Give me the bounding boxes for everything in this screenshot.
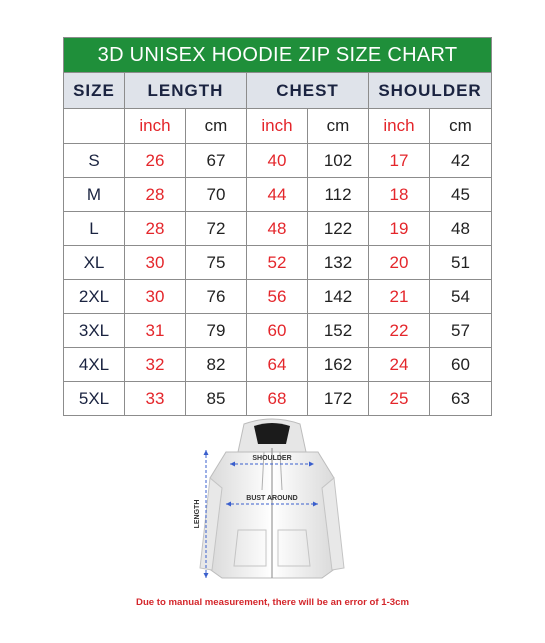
unit-row: [64, 109, 492, 144]
chest-inch-unit: inch: [247, 109, 308, 144]
shoulder-cm-unit: cm: [430, 109, 492, 144]
size-chart-table: [63, 37, 492, 416]
shoulder-inch-cell: 25: [369, 382, 430, 416]
shoulder-cm-cell: 45: [430, 178, 492, 212]
length-inch-cell: 32: [125, 348, 186, 382]
unit-blank: [64, 109, 125, 144]
length-inch-cell: 28: [125, 212, 186, 246]
size-cell: 5XL: [64, 382, 125, 416]
table-row: [64, 246, 492, 280]
hoodie-illustration: [186, 418, 358, 590]
table-row: [64, 212, 492, 246]
length-inch-cell: 31: [125, 314, 186, 348]
length-cm-cell: 85: [186, 382, 247, 416]
shoulder-header: SHOULDER: [369, 73, 492, 109]
size-cell: M: [64, 178, 125, 212]
chest-cm-cell: 122: [308, 212, 369, 246]
chest-cm-cell: 152: [308, 314, 369, 348]
length-inch-unit: inch: [125, 109, 186, 144]
length-diagram-label: LENGTH: [194, 499, 201, 529]
shoulder-cm-cell: 48: [430, 212, 492, 246]
table-row: [64, 314, 492, 348]
shoulder-inch-cell: 24: [369, 348, 430, 382]
header-row: [64, 73, 492, 109]
chest-cm-cell: 132: [308, 246, 369, 280]
chest-inch-cell: 40: [247, 144, 308, 178]
shoulder-inch-cell: 17: [369, 144, 430, 178]
chest-inch-cell: 64: [247, 348, 308, 382]
shoulder-inch-unit: inch: [369, 109, 430, 144]
shoulder-inch-cell: 20: [369, 246, 430, 280]
shoulder-cm-cell: 42: [430, 144, 492, 178]
chest-cm-cell: 112: [308, 178, 369, 212]
chest-inch-cell: 52: [247, 246, 308, 280]
shoulder-inch-cell: 18: [369, 178, 430, 212]
length-inch-cell: 33: [125, 382, 186, 416]
size-rows: [64, 144, 492, 416]
chest-inch-cell: 68: [247, 382, 308, 416]
table-row: [64, 280, 492, 314]
chest-cm-cell: 102: [308, 144, 369, 178]
length-cm-cell: 72: [186, 212, 247, 246]
size-cell: XL: [64, 246, 125, 280]
shoulder-cm-cell: 57: [430, 314, 492, 348]
length-inch-cell: 30: [125, 246, 186, 280]
table-row: [64, 348, 492, 382]
length-cm-cell: 82: [186, 348, 247, 382]
size-cell: 2XL: [64, 280, 125, 314]
chest-inch-cell: 44: [247, 178, 308, 212]
shoulder-diagram-label: SHOULDER: [252, 455, 292, 462]
measurement-note: Due to manual measurement, there will be an error of 1-3cm: [136, 597, 409, 608]
shoulder-inch-cell: 22: [369, 314, 430, 348]
chest-inch-cell: 56: [247, 280, 308, 314]
size-cell: L: [64, 212, 125, 246]
chest-cm-unit: cm: [308, 109, 369, 144]
table-row: [64, 178, 492, 212]
length-inch-cell: 26: [125, 144, 186, 178]
chest-cm-cell: 142: [308, 280, 369, 314]
chest-inch-cell: 60: [247, 314, 308, 348]
table-row: [64, 382, 492, 416]
shoulder-inch-cell: 19: [369, 212, 430, 246]
length-cm-cell: 76: [186, 280, 247, 314]
length-cm-cell: 70: [186, 178, 247, 212]
hoodie-measurement-diagram: [186, 418, 358, 590]
length-cm-cell: 67: [186, 144, 247, 178]
chest-cm-cell: 172: [308, 382, 369, 416]
length-cm-unit: cm: [186, 109, 247, 144]
length-header: LENGTH: [125, 73, 247, 109]
chart-title: 3D UNISEX HOODIE ZIP SIZE CHART: [64, 38, 492, 73]
title-row: [64, 38, 492, 73]
size-header: SIZE: [64, 73, 125, 109]
table-row: [64, 144, 492, 178]
size-cell: S: [64, 144, 125, 178]
length-inch-cell: 30: [125, 280, 186, 314]
chest-header: CHEST: [247, 73, 369, 109]
shoulder-cm-cell: 54: [430, 280, 492, 314]
chest-inch-cell: 48: [247, 212, 308, 246]
size-cell: 3XL: [64, 314, 125, 348]
shoulder-cm-cell: 63: [430, 382, 492, 416]
bust-diagram-label: BUST AROUND: [246, 495, 298, 502]
length-cm-cell: 79: [186, 314, 247, 348]
length-inch-cell: 28: [125, 178, 186, 212]
length-cm-cell: 75: [186, 246, 247, 280]
shoulder-cm-cell: 60: [430, 348, 492, 382]
shoulder-cm-cell: 51: [430, 246, 492, 280]
shoulder-inch-cell: 21: [369, 280, 430, 314]
size-cell: 4XL: [64, 348, 125, 382]
chest-cm-cell: 162: [308, 348, 369, 382]
